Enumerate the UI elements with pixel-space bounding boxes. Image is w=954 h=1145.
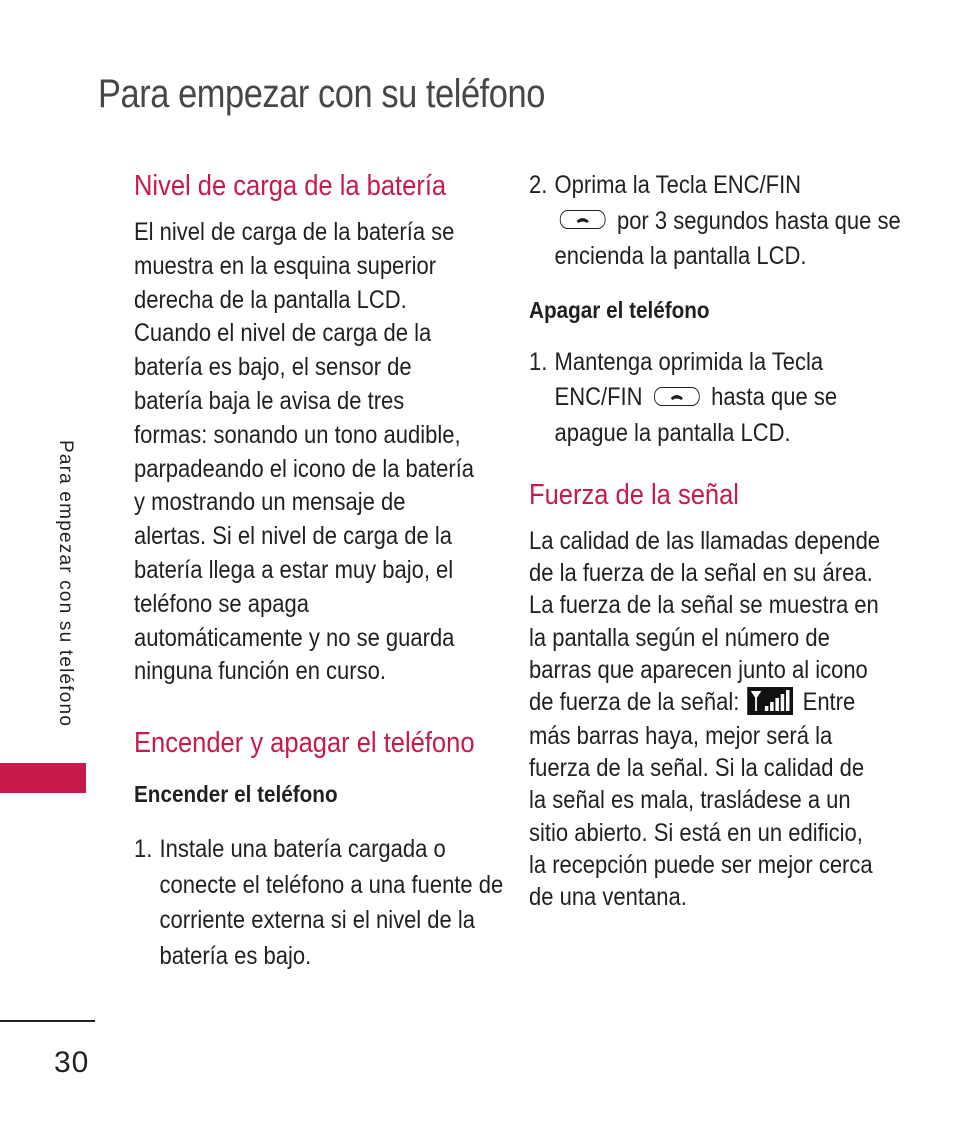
page-title: Para empezar con su teléfono [98, 72, 545, 116]
power-heading: Encender y apagar el teléfono [134, 727, 475, 760]
signal-heading: Fuerza de la señal [529, 479, 739, 511]
step-number: 2. [529, 171, 548, 199]
power-on-step-2 [529, 168, 906, 275]
battery-heading: Nivel de carga de la batería [134, 170, 447, 202]
step-number: 1. [134, 835, 153, 864]
page-number: 30 [54, 1046, 90, 1079]
step-text-cont: por 3 segundos hasta que se encienda la pantalla LCD. [554, 206, 901, 270]
left-column [134, 170, 504, 974]
end-key-icon [560, 210, 606, 229]
battery-body: El nivel de carga de la batería se muestra en la esquina superior derecha de la pantalla LCD. Cuando el nivel de carga de la batería es bajo, el sensor de batería baja le avisa de tres formas: sonando un tono audible, parpadeando el icono de la batería y mostrando un mensaje de alertas. Si el nivel de carga de la batería llega a estar muy bajo, el teléfono se apaga automáticamente y no se guarda ninguna función en curso. [134, 218, 475, 686]
step-text: Oprima la Tecla ENC/FIN [554, 171, 802, 199]
step-text: Mantenga oprimida la Tecla ENC/FIN [554, 347, 824, 411]
step-number: 1. [529, 347, 548, 376]
signal-body [529, 525, 880, 913]
section-marker [0, 763, 86, 793]
footer-rule [0, 1020, 95, 1022]
power-on-heading: Encender el teléfono [134, 781, 338, 808]
signal-strength-icon [747, 687, 793, 715]
power-off-step-1 [529, 345, 906, 452]
signal-body-part-2: Entre más barras haya, mejor será la fuerza de la señal. Si la calidad de la señal es mala, trasládese a un sitio abierto. Si está en un edificio, la recepción puede ser mejor cerca de una ventana. [529, 688, 873, 911]
power-off-heading: Apagar el teléfono [529, 296, 710, 323]
right-column [529, 170, 901, 913]
side-tab [54, 440, 78, 760]
end-key-icon [654, 387, 700, 406]
side-tab-label: Para empezar con su teléfono [55, 440, 76, 728]
step-text: Instale una batería cargada o conecte el teléfono a una fuente de corriente externa si el nivel de la batería es bajo. [159, 835, 504, 970]
step-text-cont: hasta que se apague la pantalla LCD. [554, 383, 838, 447]
power-on-step-1 [134, 832, 506, 974]
signal-body-part-1: La calidad de las llamadas depende de la fuerza de la señal en su área. La fuerza de la señal se muestra en la pantalla según el número de barras que aparecen junto al icono de fuerza de la señal: [529, 527, 881, 717]
